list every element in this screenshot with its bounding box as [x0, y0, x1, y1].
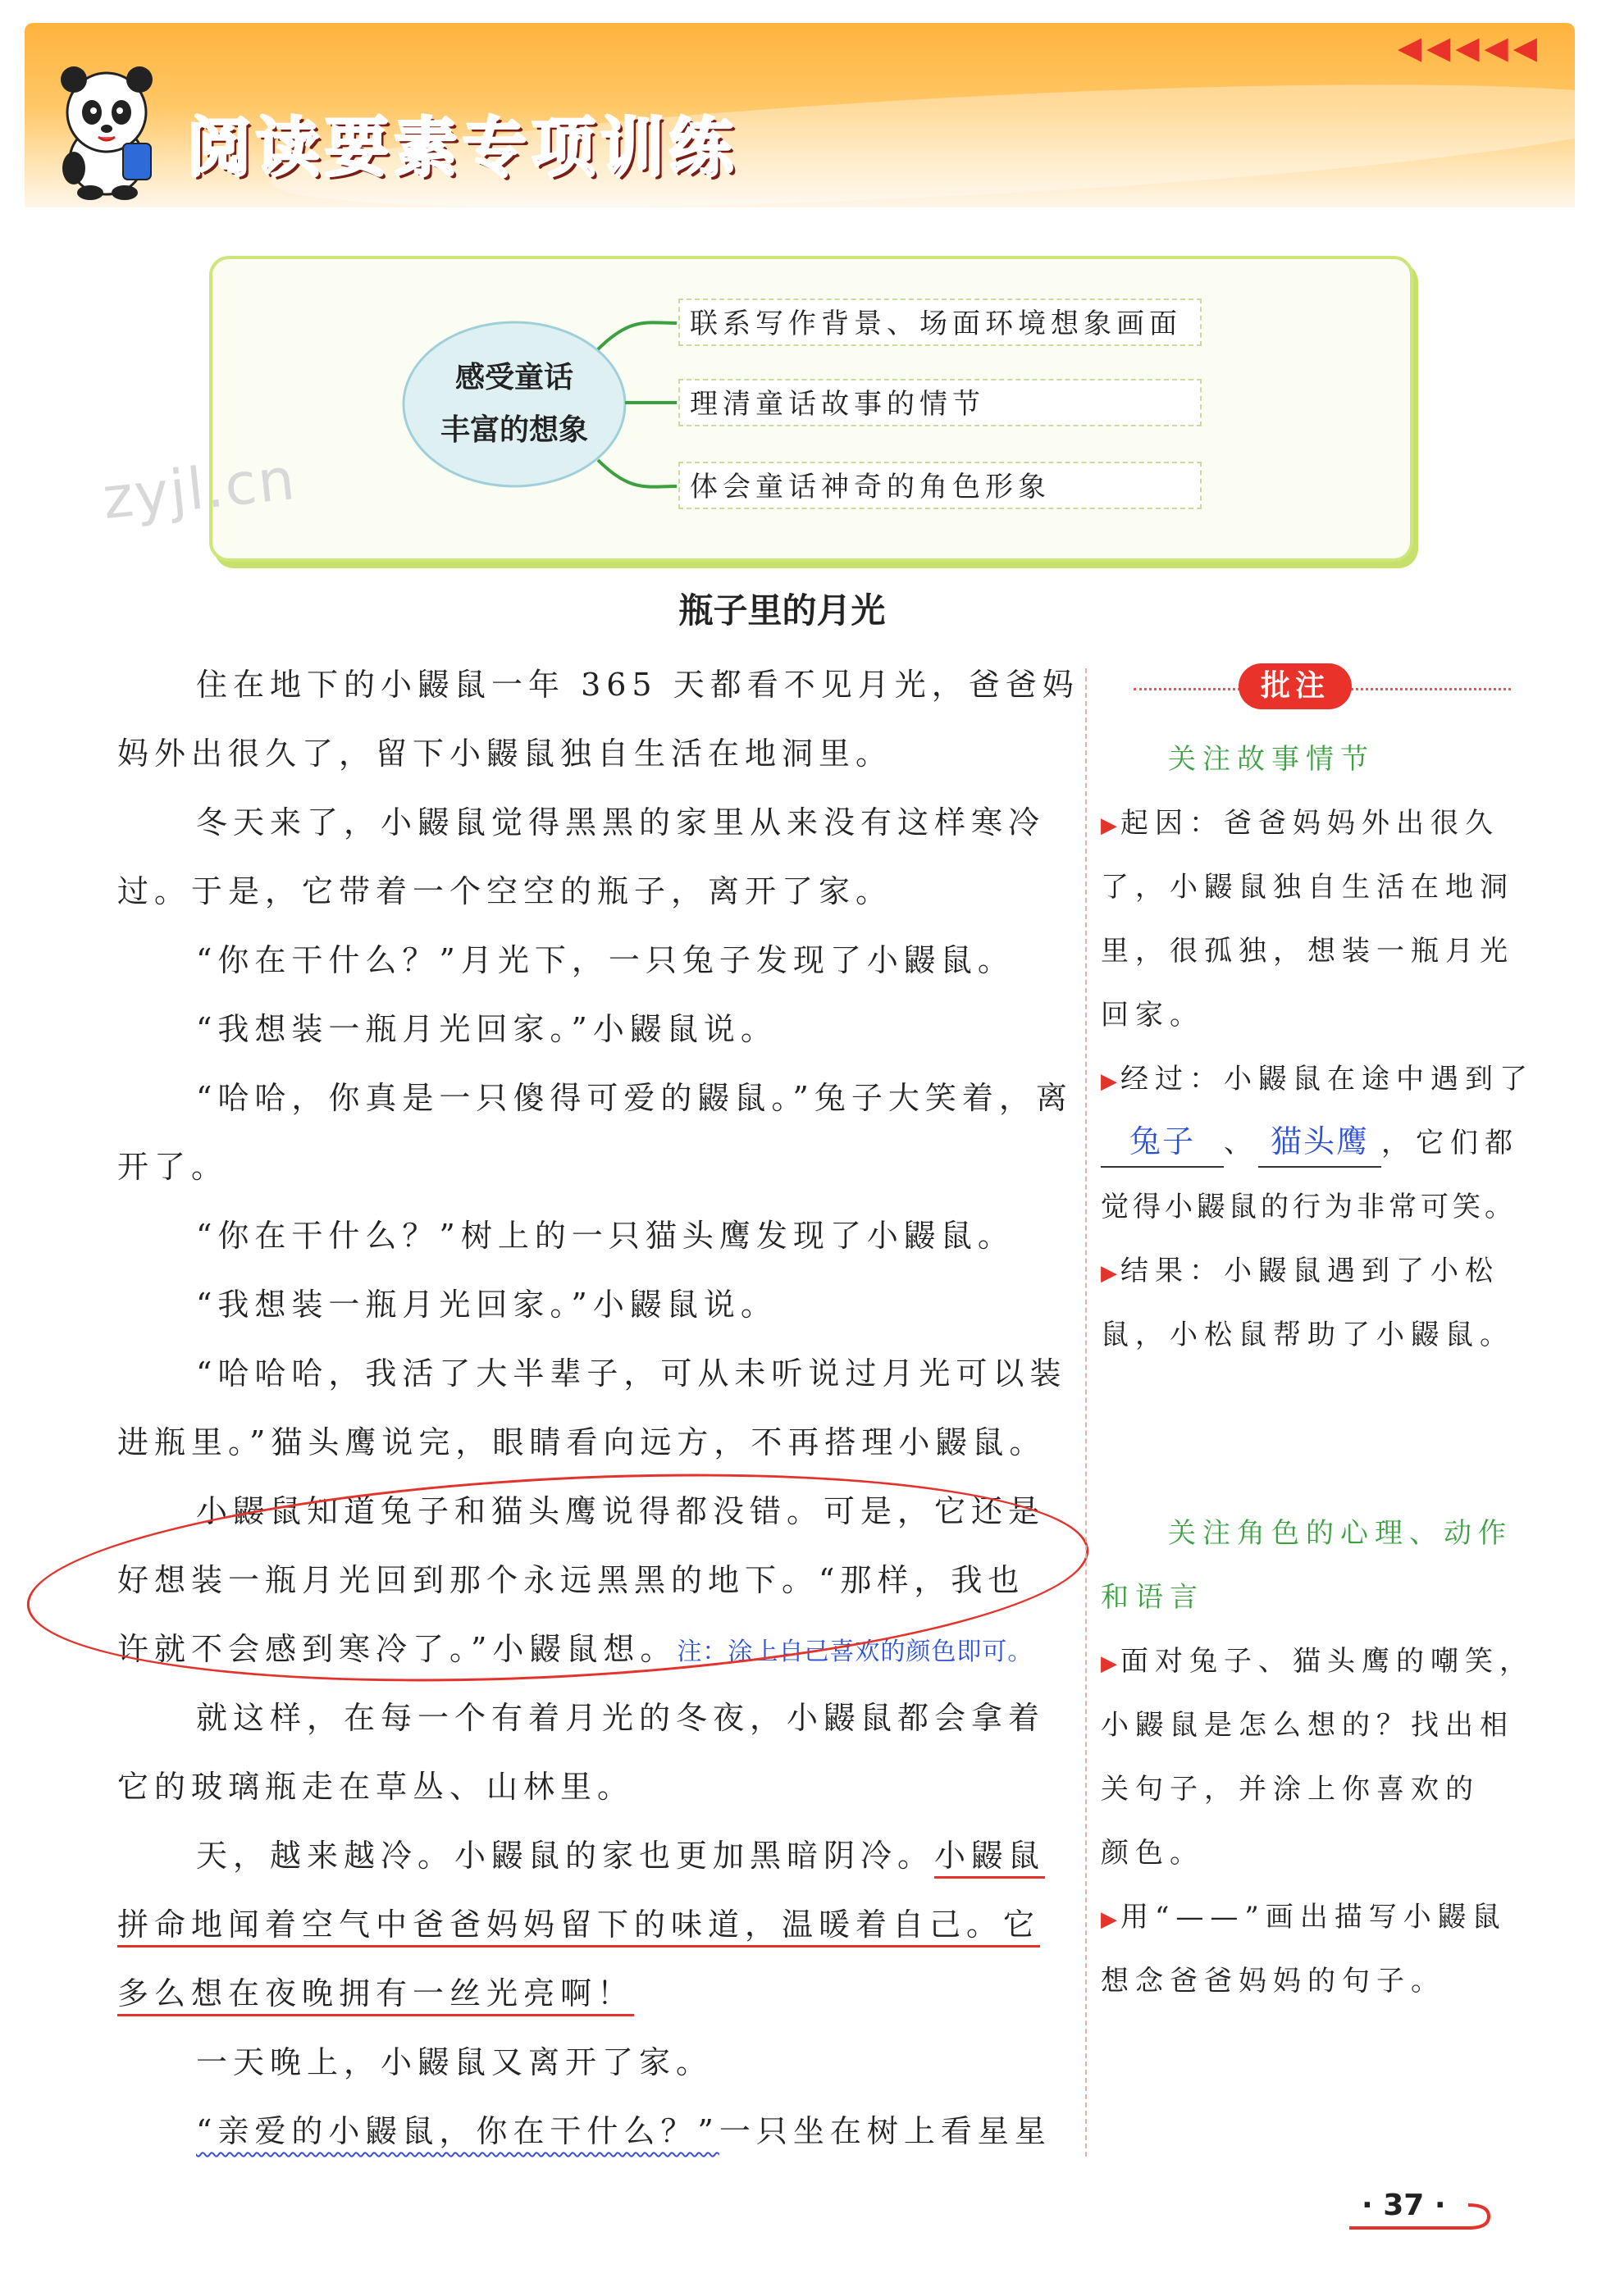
arrows-decoration: ◀◀◀◀◀: [1397, 30, 1542, 66]
story-line-underlined: [117, 1959, 1070, 2028]
annotation-line-blanks: [1101, 1111, 1519, 1175]
annotation-text: 结果：小鼹鼠遇到了小松: [1120, 1255, 1499, 1287]
annotation-line: 想念爸爸妈妈的句子。: [1101, 1965, 1445, 1998]
triangle-bullet-icon: ▶: [1101, 1651, 1117, 1676]
annotation-line: 鼠，小松鼠帮助了小鼹鼠。: [1101, 1319, 1514, 1351]
annotation-label: 批注: [1239, 663, 1352, 709]
wavy-underlined-quote: “亲爱的小鼹鼠，你在干什么？”: [196, 2113, 719, 2149]
story-line: 小鼹鼠知道兔子和猫头鹰说得都没错。可是，它还是: [196, 1493, 1046, 1529]
story-line: 开了。: [117, 1149, 229, 1185]
story-line-with-underline: [117, 1821, 1070, 1890]
story-line-text: 天，越来越冷。小鼹鼠的家也更加黑暗阴冷。: [196, 1838, 935, 1874]
story-line-text: 一只坐在树上看星星: [719, 2113, 1052, 2149]
mind-branch-1: 联系写作背景、场面环境想象画面: [678, 298, 1202, 346]
triangle-bullet-icon: ▶: [1101, 1907, 1117, 1932]
triangle-bullet-icon: ▶: [1101, 1069, 1117, 1094]
annotation-line: 小鼹鼠是怎么想的？找出相: [1101, 1709, 1514, 1742]
story-line-underlined: [117, 1890, 1070, 1959]
watermark: zyjl.cn: [99, 444, 299, 533]
annotation-line: 颜色。: [1101, 1837, 1204, 1870]
story-line: 妈外出很久了，留下小鼹鼠独自生活在地洞里。: [117, 736, 893, 772]
triangle-bullet-icon: ▶: [1101, 813, 1117, 838]
story-body: [117, 650, 1079, 2166]
answer-blank-2[interactable]: 猫头鹰: [1258, 1117, 1381, 1168]
annotation-header: [1101, 660, 1503, 718]
story-line: 住在地下的小鼹鼠一年 365 天都看不见月光，爸爸妈: [196, 667, 1079, 703]
annotation-text: 经过：小鼹鼠在途中遇到了: [1120, 1063, 1534, 1096]
annotation-line: 里，很孤独，想装一瓶月光: [1101, 935, 1514, 968]
mind-branch-3: 体会童话神奇的角色形象: [678, 462, 1202, 509]
story-line: “你在干什么？”树上的一只猫头鹰发现了小鼹鼠。: [196, 1218, 1015, 1254]
annotation-column: [1101, 660, 1534, 2013]
page-number: [1345, 2185, 1509, 2234]
annotation-spacer: [1101, 1367, 1503, 1501]
underlined-sentence: 拼命地闻着空气中爸爸妈妈留下的味道，温暖着自己。它: [117, 1906, 1041, 1943]
story-line: 它的玻璃瓶走在草丛、山林里。: [117, 1769, 635, 1805]
column-divider: [1085, 668, 1087, 2157]
triangle-bullet-icon: ▶: [1101, 1261, 1117, 1286]
story-title: 瓶子里的月光: [678, 590, 886, 631]
story-line: “我想装一瓶月光回家。”小鼹鼠说。: [196, 1011, 778, 1047]
inline-note: 注：涂上自己喜欢的颜色即可。: [677, 1638, 1033, 1666]
annotation-line: [1101, 1047, 1534, 1111]
story-line: “我想装一瓶月光回家。”小鼹鼠说。: [196, 1287, 778, 1323]
story-line: 过。于是，它带着一个空空的瓶子，离开了家。: [117, 873, 893, 909]
annotation-line: 回家。: [1101, 999, 1204, 1032]
mind-center-line-1: 感受童话: [454, 361, 573, 394]
story-line: 一天晚上，小鼹鼠又离开了家。: [196, 2044, 714, 2080]
mind-map: [209, 256, 1413, 562]
section2-title-line-2: 和语言: [1101, 1581, 1204, 1614]
annotation-line: [1101, 1629, 1534, 1693]
annotation-text: 起因：爸爸妈妈外出很久: [1120, 807, 1499, 840]
banner-title: 阅读要素专项训练: [187, 112, 739, 185]
story-line: 进瓶里。”猫头鹰说完，眼睛看向远方，不再搭理小鼹鼠。: [117, 1424, 1047, 1460]
story-line: 好想装一瓶月光回到那个永远黑黑的地下。“那样，我也: [117, 1562, 1025, 1598]
annotation-line: [1101, 1239, 1503, 1303]
section1-title: 关注故事情节: [1168, 743, 1375, 776]
story-line: 就这样，在每一个有着月光的冬夜，小鼹鼠都会拿着: [196, 1700, 1046, 1736]
annotation-line: 关句子，并涂上你喜欢的: [1101, 1773, 1480, 1806]
annotation-text: ，它们都: [1381, 1127, 1519, 1159]
annotation-text: 、: [1224, 1127, 1258, 1159]
underlined-sentence-end: 多么想在夜晚拥有一丝光亮啊！: [117, 1975, 635, 2011]
annotation-line: 觉得小鼹鼠的行为非常可笑。: [1101, 1191, 1517, 1223]
mind-map-center: [416, 330, 613, 478]
annotation-text: 用“——”画出描写小鼹鼠: [1120, 1901, 1507, 1934]
underlined-sentence-start: 小鼹鼠: [934, 1838, 1046, 1874]
story-line: “哈哈，你真是一只傻得可爱的鼹鼠。”兔子大笑着，离: [196, 1080, 1073, 1116]
story-line: “你在干什么？”月光下，一只兔子发现了小鼹鼠。: [196, 942, 1015, 978]
mind-branch-2: 理清童话故事的情节: [678, 379, 1202, 426]
panda-mascot-icon: [41, 61, 172, 201]
answer-blank-1[interactable]: 兔子: [1101, 1117, 1224, 1168]
annotation-text: 面对兔子、猫头鹰的嘲笑，: [1120, 1645, 1534, 1678]
annotation-line: [1101, 1885, 1507, 1949]
story-line-with-wavy: [117, 2097, 1070, 2166]
annotation-line: 了，小鼹鼠独自生活在地洞: [1101, 871, 1514, 904]
story-line-text: 许就不会感到寒冷了。”小鼹鼠想。: [117, 1631, 678, 1667]
story-line: 冬天来了，小鼹鼠觉得黑黑的家里从来没有这样寒冷: [196, 804, 1046, 840]
annotation-line: [1101, 791, 1503, 855]
page-number-text: · 37 ·: [1362, 2189, 1446, 2222]
story-line-with-note: [117, 1615, 1070, 1683]
mind-center-line-2: 丰富的想象: [440, 413, 588, 447]
section2-title-line-1: 关注角色的心理、动作: [1168, 1517, 1513, 1550]
story-line: “哈哈哈，我活了大半辈子，可从未听说过月光可以装: [196, 1355, 1067, 1392]
